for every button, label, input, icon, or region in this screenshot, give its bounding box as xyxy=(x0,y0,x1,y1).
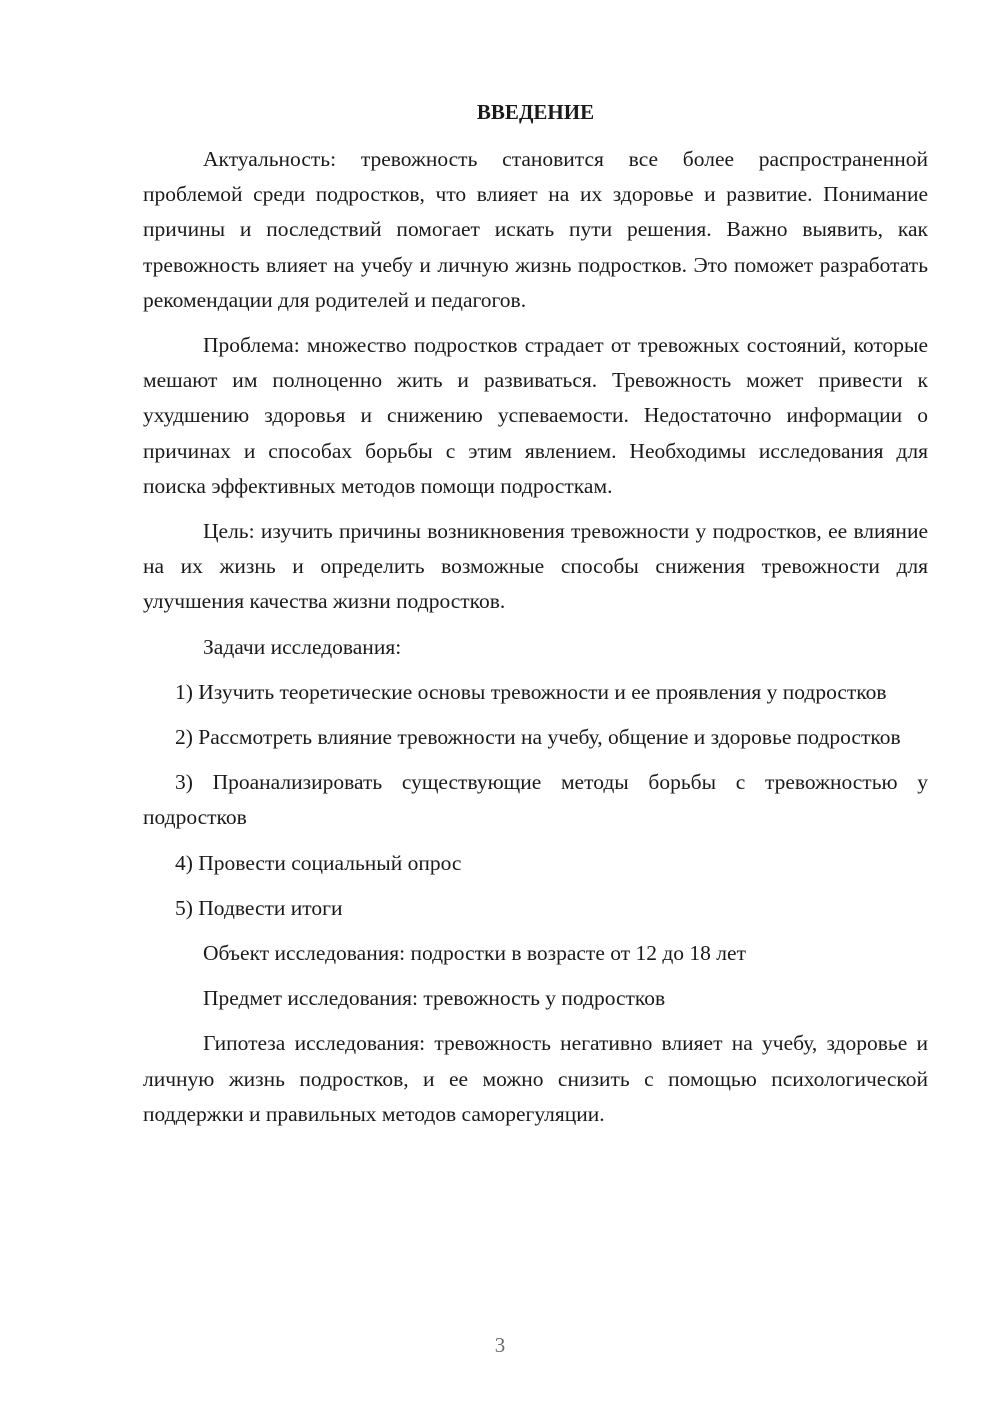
task-item: 3) Проанализировать существующие методы борьбы с тревожностью у подростков xyxy=(143,770,928,830)
task-item: 5) Подвести итоги xyxy=(175,895,343,920)
relevance-paragraph: Актуальность: тревожность становится все более распространенной проблемой среди подростков, что влияет на их здоровье и развитие. Понимание причины и последствий помогает искать пути решения. Важно выявить, как тревожность влияет на учебу и личную жизнь подростков. Это поможет разработать рекомендации для родителей и педагогов. xyxy=(143,147,928,312)
document-body xyxy=(143,142,928,1142)
task-item: 1) Изучить теоретические основы тревожности и ее проявления у подростков xyxy=(175,679,887,704)
task-item: 2) Рассмотреть влияние тревожности на учебу, общение и здоровье подростков xyxy=(175,725,901,750)
goal-paragraph: Цель: изучить причины возникновения тревожности у подростков, ее влияние на их жизнь и определить возможные способы снижения тревожности для улучшения качества жизни подростков. xyxy=(143,519,928,614)
tasks-heading: Задачи исследования: xyxy=(203,634,402,659)
hypothesis-paragraph: Гипотеза исследования: тревожность негативно влияет на учебу, здоровье и личную жизнь подростков, и ее можно снизить с помощью психологической поддержки и правильных методов саморегуляции. xyxy=(143,1031,928,1126)
page-number: 3 xyxy=(494,1333,506,1357)
object-paragraph: Объект исследования: подростки в возрасте от 12 до 18 лет xyxy=(203,941,746,966)
subject-paragraph: Предмет исследования: тревожность у подростков xyxy=(203,986,666,1011)
task-item: 4) Провести социальный опрос xyxy=(175,850,462,875)
page-title: ВВЕДЕНИЕ xyxy=(476,100,595,124)
problem-paragraph: Проблема: множество подростков страдает от тревожных состояний, которые мешают им полноценно жить и развиваться. Тревожность может привести к ухудшению здоровья и снижению успеваемости. Недостаточно информации о причинах и способах борьбы с этим явлением. Необходимы исследования для поиска эффективных методов помощи подросткам. xyxy=(143,333,928,498)
